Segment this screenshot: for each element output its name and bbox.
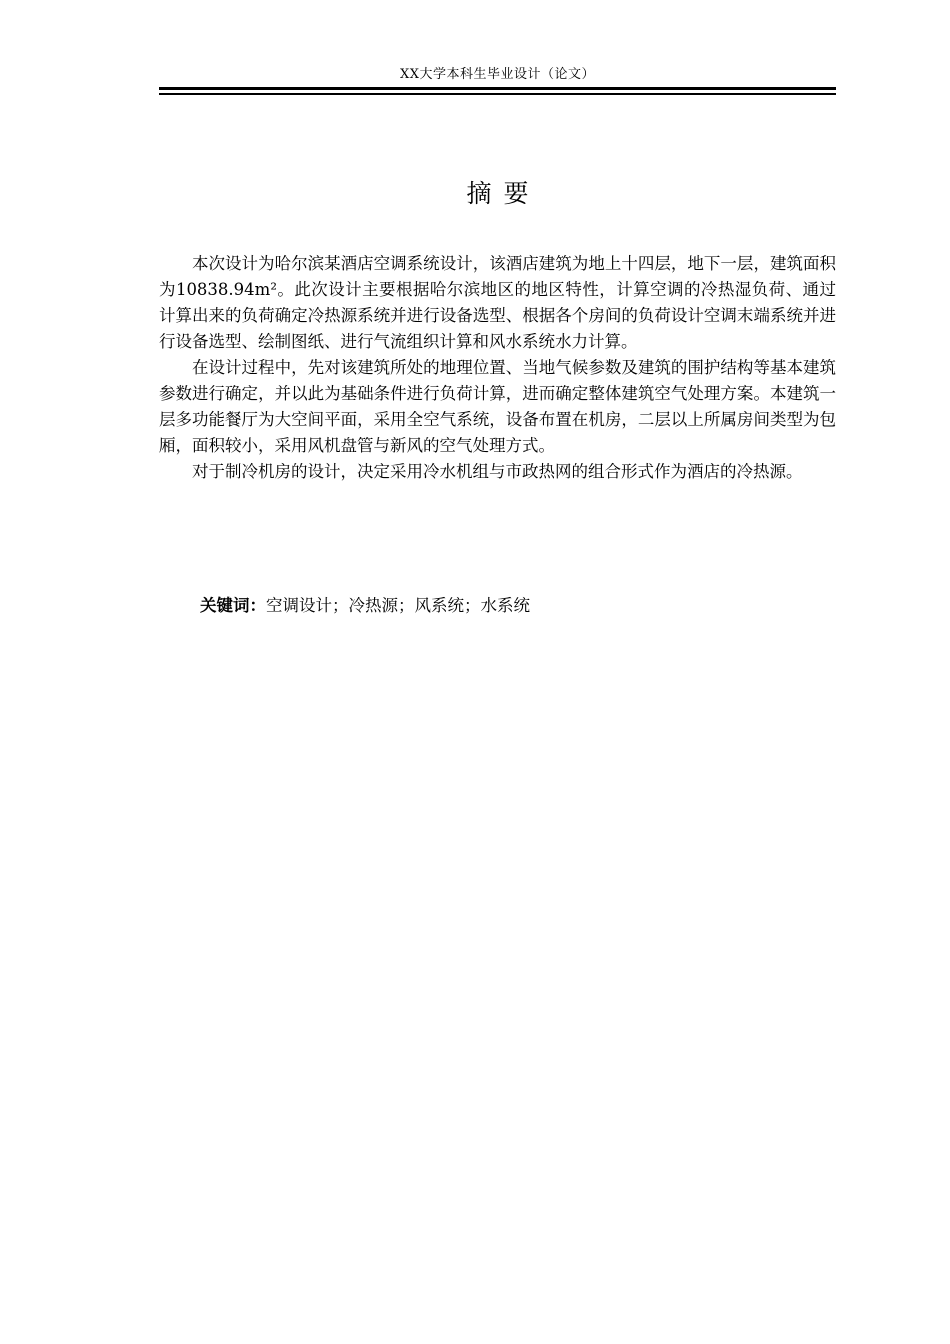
keywords-label: 关键词： bbox=[200, 596, 266, 615]
header-rule-thick bbox=[159, 87, 836, 90]
header-rule-thin bbox=[159, 93, 836, 95]
abstract-paragraph-2: 在设计过程中，先对该建筑所处的地理位置、当地气候参数及建筑的围护结构等基本建筑参数进行确定，并以此为基础条件进行负荷计算，进而确定整体建筑空气处理方案。本建筑一层多功能餐厅为大空间平面，采用全空气系统，设备布置在机房，二层以上所属房间类型为包厢，面积较小，采用风机盘管与新风的空气处理方式。 bbox=[159, 358, 836, 455]
page-header: XX大学本科生毕业设计（论文） bbox=[399, 67, 595, 82]
abstract-paragraph-1: 本次设计为哈尔滨某酒店空调系统设计，该酒店建筑为地上十四层，地下一层，建筑面积为10838.94m²。此次设计主要根据哈尔滨地区的地区特性，计算空调的冷热湿负荷、通过计算出来的负荷确定冷热源系统并进行设备选型、根据各个房间的负荷设计空调末端系统并进行设备选型、绘制图纸、进行气流组织计算和风水系统水力计算。 bbox=[159, 254, 836, 351]
abstract-title: 摘要 bbox=[466, 179, 541, 208]
keywords-line bbox=[200, 593, 530, 619]
abstract-paragraph-3: 对于制冷机房的设计，决定采用冷水机组与市政热网的组合形式作为酒店的冷热源。 bbox=[192, 462, 803, 481]
abstract-body bbox=[159, 251, 836, 485]
header-double-rule bbox=[159, 87, 836, 97]
keywords-value: 空调设计；冷热源；风系统；水系统 bbox=[266, 596, 530, 615]
